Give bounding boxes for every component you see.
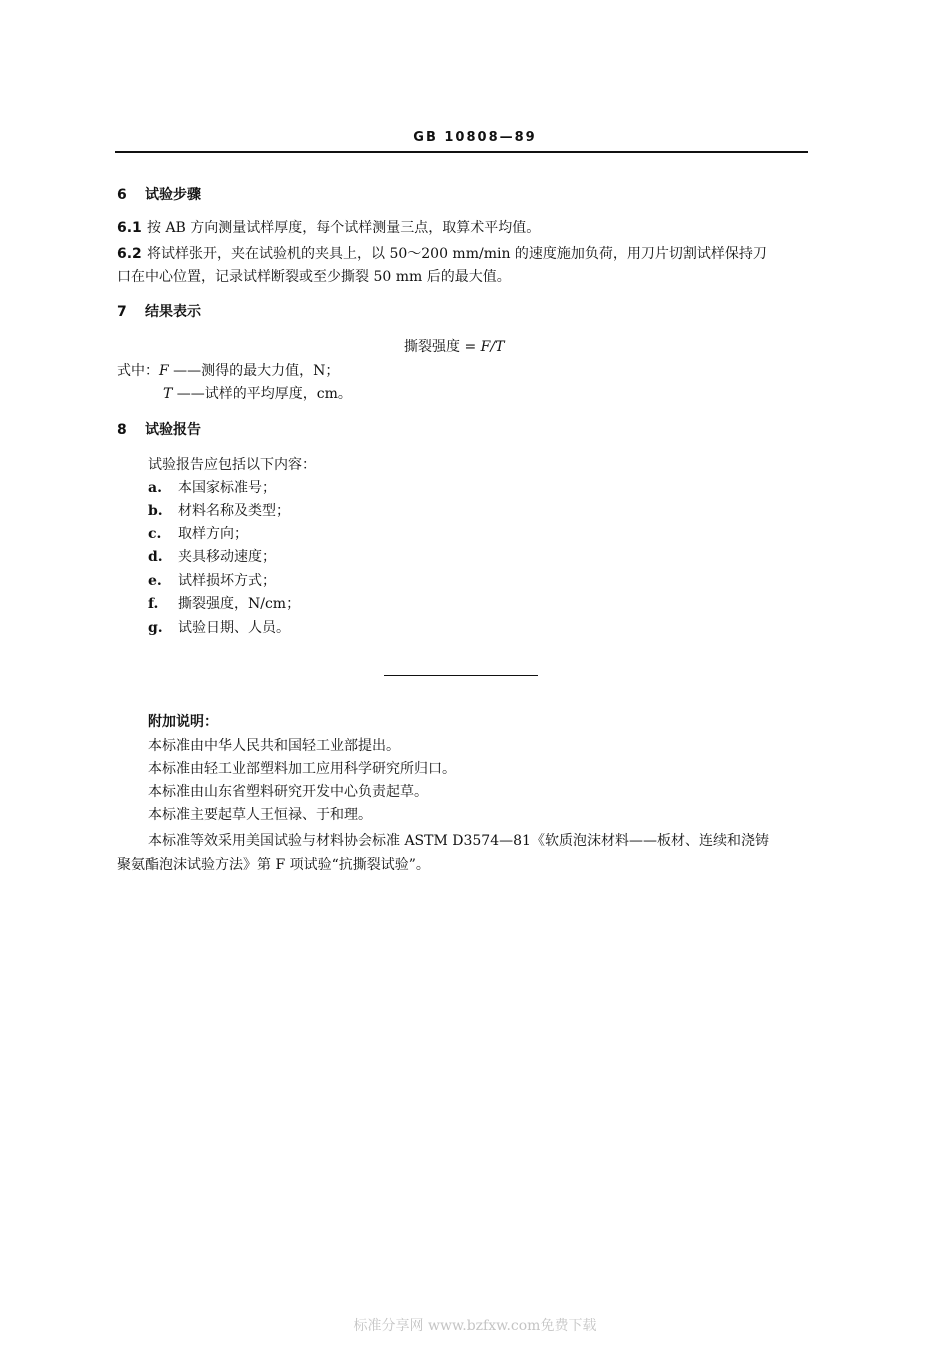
report-item-d: [148, 548, 276, 566]
header-rule: [115, 151, 808, 153]
tear-strength-formula: [404, 338, 504, 356]
note-line-6: 聚氨酯泡沫试验方法》第 F 项试验“抗撕裂试验”。: [117, 857, 430, 873]
note-line-3: 本标准由山东省塑料研究开发中心负责起草。: [148, 784, 428, 800]
report-item-a-letter: a.: [148, 480, 162, 496]
note-line-2: 本标准由轻工业部塑料加工应用科学研究所归口。: [148, 761, 456, 777]
report-item-b: [148, 502, 290, 520]
section-6-title: 试验步骤: [145, 187, 201, 203]
section-8-number: 8: [117, 422, 127, 438]
report-item-e-letter: e.: [148, 573, 162, 589]
section-6-heading: [117, 186, 201, 204]
formula-rhs: F/T: [480, 339, 505, 355]
report-item-a-text: 本国家标准号；: [178, 480, 276, 496]
report-intro: 试验报告应包括以下内容：: [148, 457, 316, 473]
additional-notes-title: 附加说明：: [148, 714, 218, 730]
variable-f: F: [159, 363, 169, 379]
clause-6-2-number: 6.2: [117, 246, 142, 262]
report-item-b-text: 材料名称及类型；: [178, 503, 290, 519]
report-item-c: [148, 525, 248, 543]
site-watermark: 标准分享网 www.bzfxw.com免费下载: [353, 1318, 597, 1334]
clause-6-1-number: 6.1: [117, 220, 142, 236]
section-7-heading: [117, 303, 201, 321]
report-item-e: [148, 572, 276, 590]
report-item-a: [148, 479, 276, 497]
report-item-g-text: 试验日期、人员。: [178, 620, 290, 636]
formula-lhs: 撕裂强度 =: [404, 339, 481, 355]
report-item-f: [148, 595, 300, 613]
clause-6-1-text: 按 AB 方向测量试样厚度，每个试样测量三点，取算术平均值。: [147, 220, 541, 236]
report-item-c-text: 取样方向；: [178, 526, 248, 542]
section-8-heading: [117, 421, 201, 439]
variable-f-description: ——测得的最大力值，N；: [173, 363, 340, 379]
report-item-e-text: 试样损坏方式；: [178, 573, 276, 589]
report-item-d-letter: d.: [148, 549, 163, 565]
clause-6-1: [117, 219, 540, 237]
note-line-1: 本标准由中华人民共和国轻工业部提出。: [148, 738, 400, 754]
note-line-5: 本标准等效采用美国试验与材料协会标准 ASTM D3574—81《软质泡沫材料——板材、连续和浇铸: [148, 833, 769, 849]
section-7-title: 结果表示: [145, 304, 201, 320]
report-item-d-text: 夹具移动速度；: [178, 549, 276, 565]
section-8-title: 试验报告: [145, 422, 201, 438]
section-7-number: 7: [117, 304, 127, 320]
note-line-4: 本标准主要起草人王恒禄、于和理。: [148, 807, 372, 823]
report-item-g: [148, 619, 290, 637]
section-6-number: 6: [117, 187, 127, 203]
variable-t: T: [163, 386, 173, 402]
clause-6-2-line-1: 将试样张开，夹在试验机的夹具上，以 50～200 mm/min 的速度施加负荷，用刀片切割试样保持刀: [147, 246, 767, 262]
clause-6-2-line-2: 口在中心位置，记录试样断裂或至少撕裂 50 mm 后的最大值。: [117, 269, 511, 285]
standard-number-header: GB 10808—89: [413, 130, 537, 145]
where-t-definition: [163, 385, 352, 403]
where-f-definition: [117, 362, 339, 380]
report-item-g-letter: g.: [148, 620, 163, 636]
end-of-text-rule: [384, 675, 538, 676]
report-item-f-letter: f.: [148, 596, 159, 612]
where-label: 式中：: [117, 363, 159, 379]
report-item-f-text: 撕裂强度，N/cm；: [178, 596, 301, 612]
clause-6-2: [117, 245, 767, 263]
report-item-b-letter: b.: [148, 503, 163, 519]
report-item-c-letter: c.: [148, 526, 162, 542]
variable-t-description: ——试样的平均厚度，cm。: [176, 386, 352, 402]
